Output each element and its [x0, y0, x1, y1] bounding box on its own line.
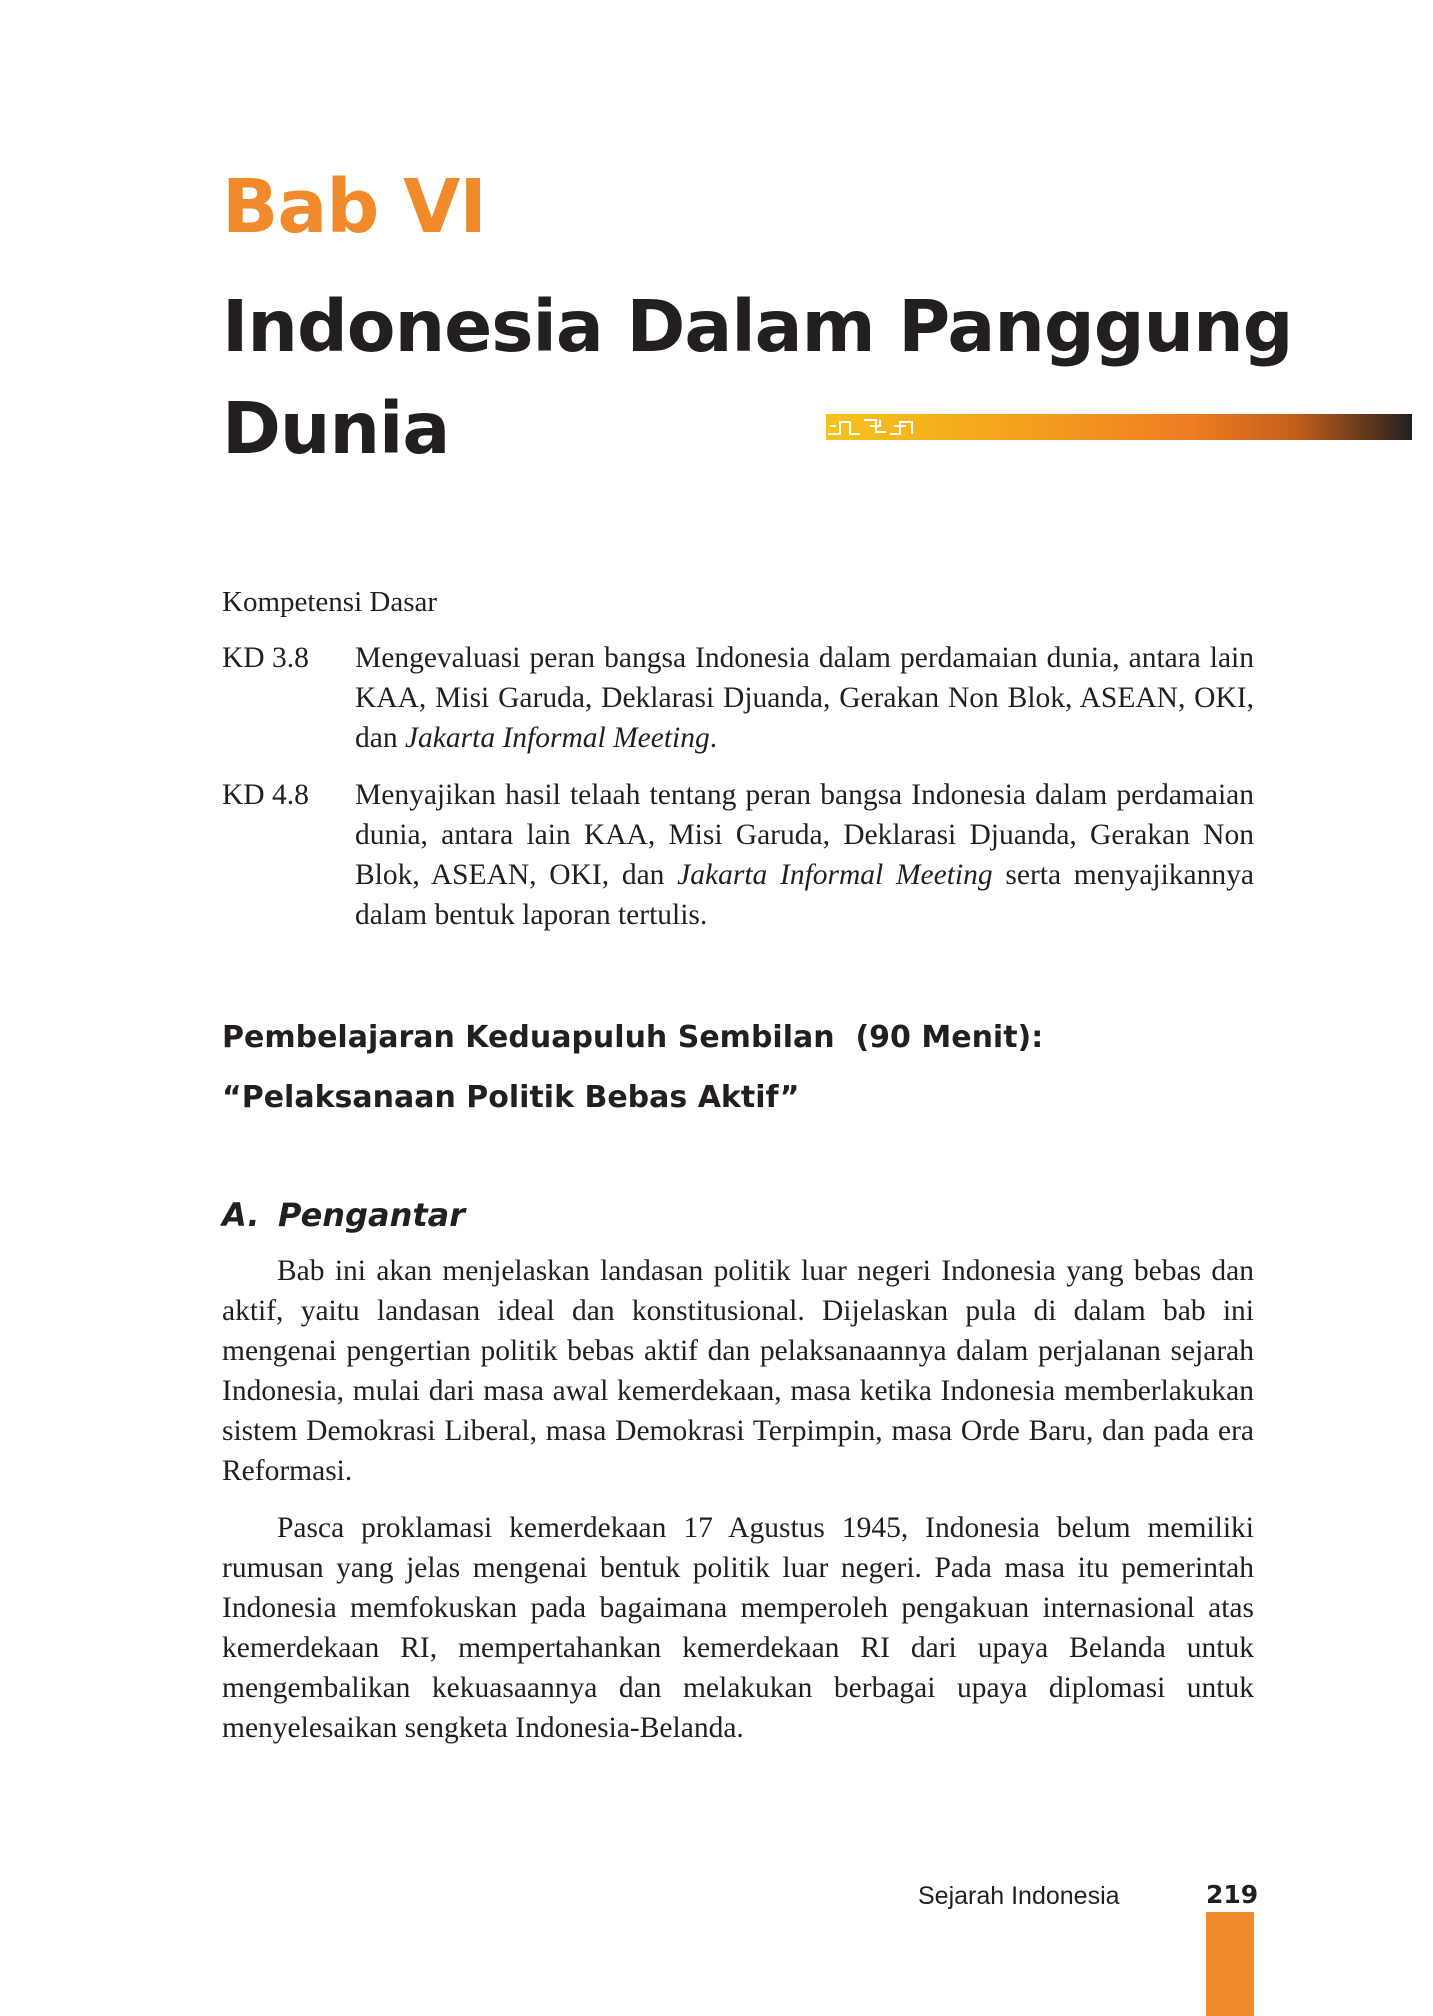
lesson-title: Pembelajaran Keduapuluh Sembilan (90 Menit): — [222, 1020, 1044, 1055]
section-number: A. — [222, 1196, 260, 1234]
page-tab-marker — [1206, 1912, 1254, 2016]
chapter-title-line-2: Dunia — [222, 387, 450, 470]
section-heading — [222, 1194, 465, 1236]
paragraph: Bab ini akan menjelaskan landasan politik luar negeri Indonesia yang bebas dan aktif, yaitu landasan ideal dan konstitusional. Dijelaskan pula di dalam bab ini mengenai pengertian politik bebas aktif dan pelaksanaannya dalam perjalanan sejarah Indonesia, mulai dari masa awal kemerdekaan, masa ketika Indonesia memberlakukan sistem Demokrasi Liberal, masa Demokrasi Terpimpin, masa Orde Baru, dan pada era Reformasi. — [222, 1255, 1254, 1487]
batik-ornament-icon — [826, 414, 918, 440]
chapter-title-line-1: Indonesia Dalam Panggung — [222, 285, 1293, 368]
competency-item-kd-4-8 — [222, 775, 1254, 935]
lesson-heading — [222, 1008, 1043, 1128]
lesson-subtitle: “Pelaksanaan Politik Bebas Aktif” — [222, 1080, 800, 1115]
footer-book-title: Sejarah Indonesia — [918, 1882, 1120, 1910]
competency-code: KD 4.8 — [222, 779, 309, 811]
italic-term: Jakarta Informal Meeting — [677, 859, 993, 891]
competency-item-kd-3-8 — [222, 638, 1254, 758]
chapter-title — [222, 276, 1322, 480]
page-number: 219 — [1206, 1880, 1259, 1909]
chapter-label: Bab VI — [222, 164, 486, 250]
competency-heading: Kompetensi Dasar — [222, 586, 438, 618]
competency-description: Mengevaluasi peran bangsa Indonesia dalam perdamaian dunia, antara lain KAA, Misi Garuda, Deklarasi Djuanda, Gerakan Non Blok, ASEAN, OKI, dan Jakarta Informal Meeting. — [355, 642, 1254, 754]
italic-term: Jakarta Informal Meeting — [404, 722, 710, 754]
competency-code: KD 3.8 — [222, 642, 309, 674]
title-decorative-bar — [826, 414, 1412, 440]
section-title: Pengantar — [278, 1196, 466, 1234]
paragraph: Pasca proklamasi kemerdekaan 17 Agustus 1945, Indonesia belum memiliki rumusan yang jelas mengenai bentuk politik luar negeri. Pada masa itu pemerintah Indonesia memfokuskan pada bagaimana memperoleh pengakuan internasional atas kemerdekaan RI, mempertahankan kemerdekaan RI dari upaya Belanda untuk mengembalikan kekuasaannya dan melakukan berbagai upaya diplomasi untuk menyelesaikan sengketa Indonesia-Belanda. — [222, 1512, 1254, 1744]
competency-description: Menyajikan hasil telaah tentang peran bangsa Indonesia dalam perdamaian dunia, antara lain KAA, Misi Garuda, Deklarasi Djuanda, Gerakan Non Blok, ASEAN, OKI, dan Jakarta Informal Meeting serta menyajikannya dalam bentuk laporan tertulis. — [355, 779, 1254, 931]
